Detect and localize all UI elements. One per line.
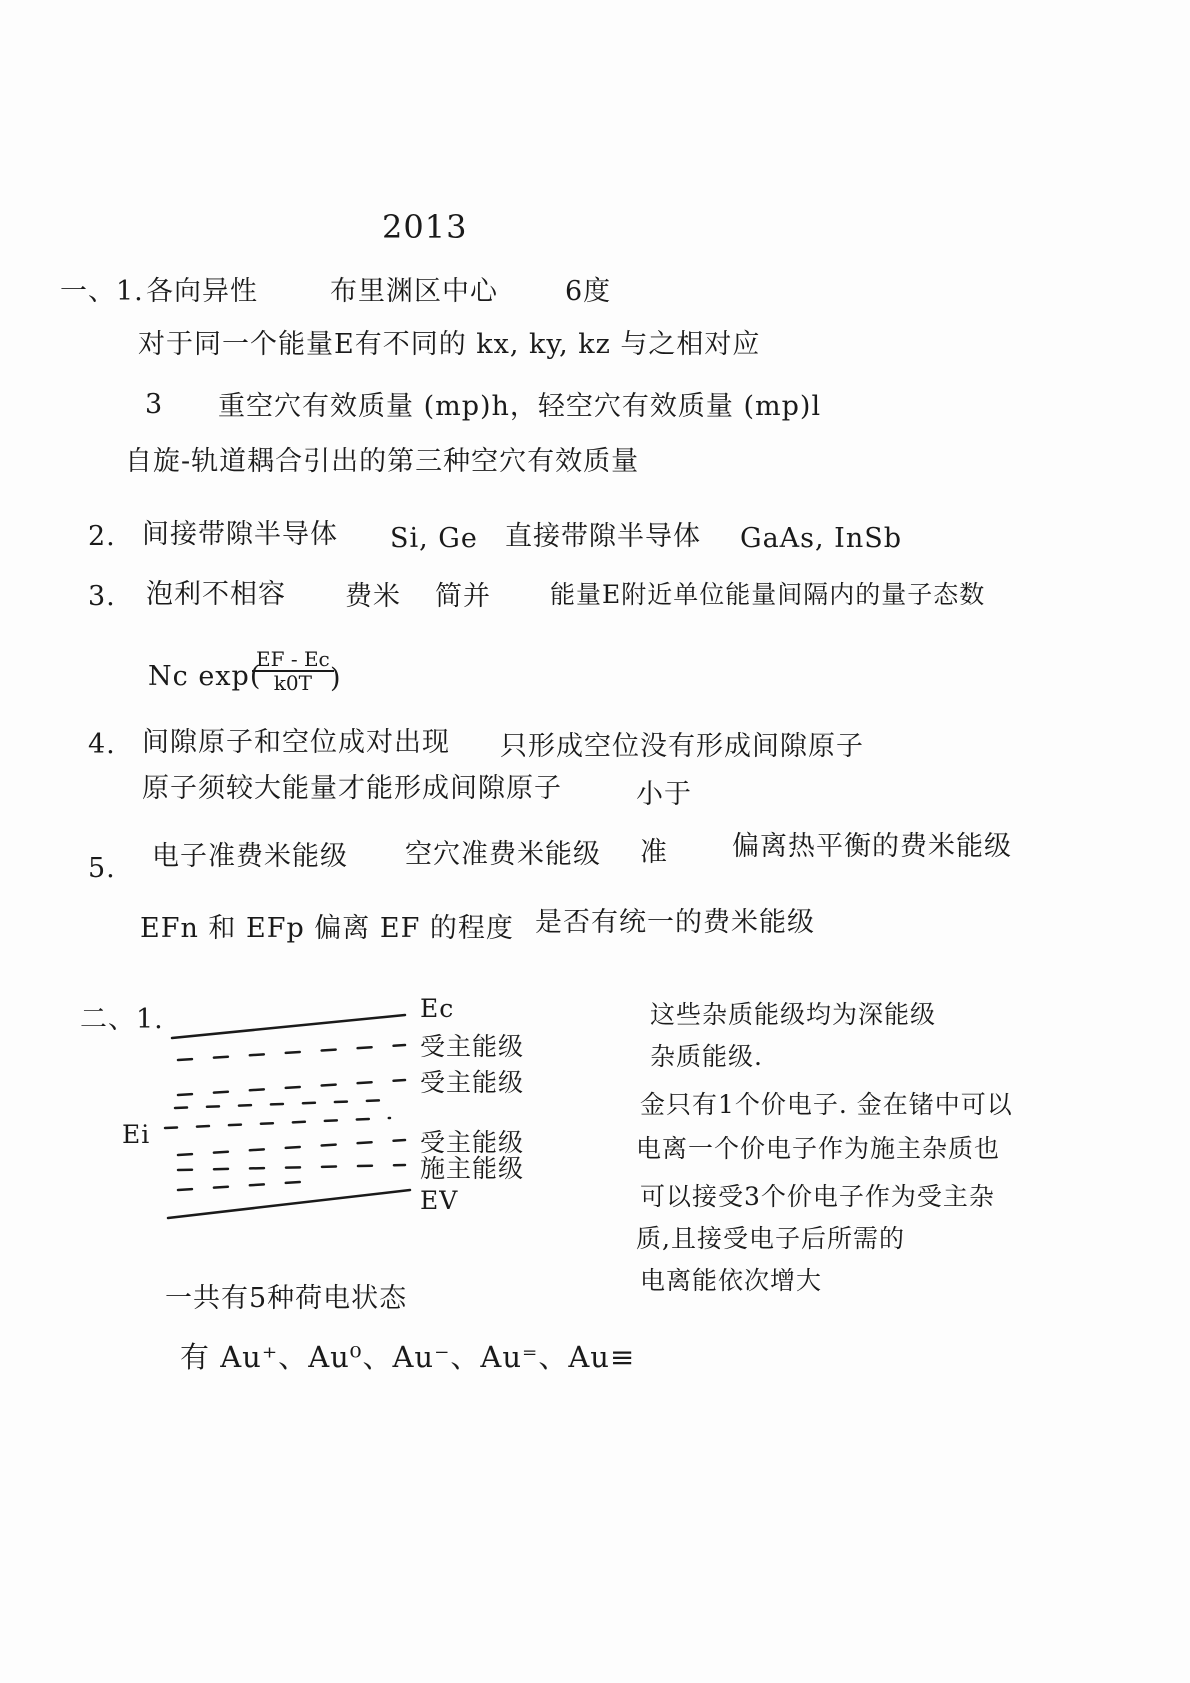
- q1-line4: 自旋-轨道耦合引出的第三种空穴有效质量: [125, 446, 640, 477]
- q2-number: 2.: [88, 521, 116, 552]
- donor-level: [178, 1165, 405, 1170]
- q5-answer-e: 是否有统一的费米能级: [535, 907, 815, 938]
- level-label-4: 施主能级: [420, 1154, 525, 1183]
- state-separator-2: 、: [362, 1340, 393, 1374]
- ev-label: EV: [420, 1186, 459, 1215]
- ei-label: Ei: [122, 1120, 151, 1149]
- q3-formula-numerator: EF - Ec: [252, 648, 334, 672]
- page-title: 2013: [382, 208, 468, 246]
- au-double-minus-state: Au⁼: [480, 1340, 539, 1374]
- q3-answer-c: 简并: [435, 581, 491, 612]
- q1-line2: 对于同一个能量E有不同的 kx, ky, kz 与之相对应: [138, 329, 761, 360]
- conduction-band-line: [172, 1015, 405, 1038]
- q4-answer-c: 小于: [636, 779, 692, 810]
- q3-formula-suffix: ): [330, 663, 342, 694]
- q3-answer-b: 费米: [345, 581, 401, 612]
- level-label-2: 受主能级: [420, 1068, 525, 1097]
- level-label-3: 受主能级: [420, 1128, 525, 1157]
- acceptor-level-3: [178, 1140, 405, 1155]
- acceptor-level-2: [178, 1080, 405, 1095]
- q5-answer-a: 电子准费米能级: [152, 841, 348, 872]
- q1-number: 一、1.: [60, 276, 144, 307]
- q1-answer-b: 布里渊区中心: [330, 276, 498, 307]
- ei-level-upper: [175, 1100, 390, 1108]
- acceptor-level-1: [178, 1045, 405, 1060]
- q5-answer-d: 偏离热平衡的费米能级: [732, 831, 1012, 862]
- q5-answer-b: 空穴准费米能级: [405, 839, 601, 870]
- charge-states-prefix: 有: [180, 1340, 211, 1374]
- level-label-1: 受主能级: [420, 1032, 525, 1061]
- valence-band-line: [168, 1190, 410, 1218]
- q5-line2: EFn 和 EFp 偏离 EF 的程度: [140, 913, 514, 944]
- q4-number: 4.: [88, 729, 116, 760]
- q5-answer-c: 准: [640, 837, 668, 868]
- charge-states-summary: 一共有5种荷电状态: [165, 1283, 408, 1314]
- q5-number: 5.: [88, 853, 116, 884]
- au-minus-state: Au⁻: [392, 1340, 451, 1374]
- charge-states-list: [180, 1340, 635, 1374]
- q1-answer-a: 各向异性: [146, 276, 258, 307]
- q4-line2: 原子须较大能量才能形成间隙原子: [142, 773, 562, 804]
- q3-formula-denominator: k0T: [273, 671, 312, 695]
- q2-answer-b: Si, Ge: [390, 523, 478, 554]
- q3-answer-d: 能量E附近单位能量间隔内的量子态数: [550, 580, 986, 609]
- note-line-5: 可以接受3个价电子作为受主杂: [640, 1182, 995, 1211]
- note-line-7: 电离能依次增大: [640, 1266, 823, 1295]
- q1-answer-c: 6度: [565, 276, 612, 307]
- note-line-3: 金只有1个价电子. 金在锗中可以: [640, 1090, 1013, 1119]
- lower-dash-level: [178, 1182, 300, 1190]
- q4-answer-a: 间隙原子和空位成对出现: [142, 727, 450, 758]
- q4-answer-b: 只形成空位没有形成间隙原子: [500, 731, 864, 762]
- au-plus-state: Au⁺: [220, 1340, 279, 1374]
- au-neutral-state: Au⁰: [308, 1340, 363, 1374]
- q1-line3-number: 3: [145, 389, 164, 420]
- ec-label: Ec: [420, 994, 455, 1023]
- q2-answer-c: 直接带隙半导体: [505, 521, 701, 552]
- state-separator-4: 、: [538, 1340, 569, 1374]
- state-separator-3: 、: [450, 1340, 481, 1374]
- note-line-6: 质,且接受电子后所需的: [636, 1224, 905, 1253]
- q3-formula-prefix: Nc exp(: [148, 661, 262, 692]
- q2-answer-d: GaAs, InSb: [740, 523, 903, 554]
- au-triple-minus-state: Au≡: [568, 1340, 636, 1374]
- q3-answer-a: 泡利不相容: [146, 579, 286, 610]
- q2-answer-a: 间接带隙半导体: [142, 519, 338, 550]
- state-separator-1: 、: [278, 1340, 309, 1374]
- note-line-4: 电离一个价电子作为施主杂质也: [636, 1134, 1001, 1163]
- note-line-2: 杂质能级.: [650, 1042, 763, 1071]
- part2-number: 二、1.: [80, 1004, 164, 1035]
- q3-number: 3.: [88, 581, 116, 612]
- ei-level-lower: [165, 1118, 390, 1128]
- q1-line3: 重空穴有效质量 (mp)h，轻空穴有效质量 (mp)l: [218, 391, 822, 422]
- note-line-1: 这些杂质能级均为深能级: [650, 1000, 937, 1029]
